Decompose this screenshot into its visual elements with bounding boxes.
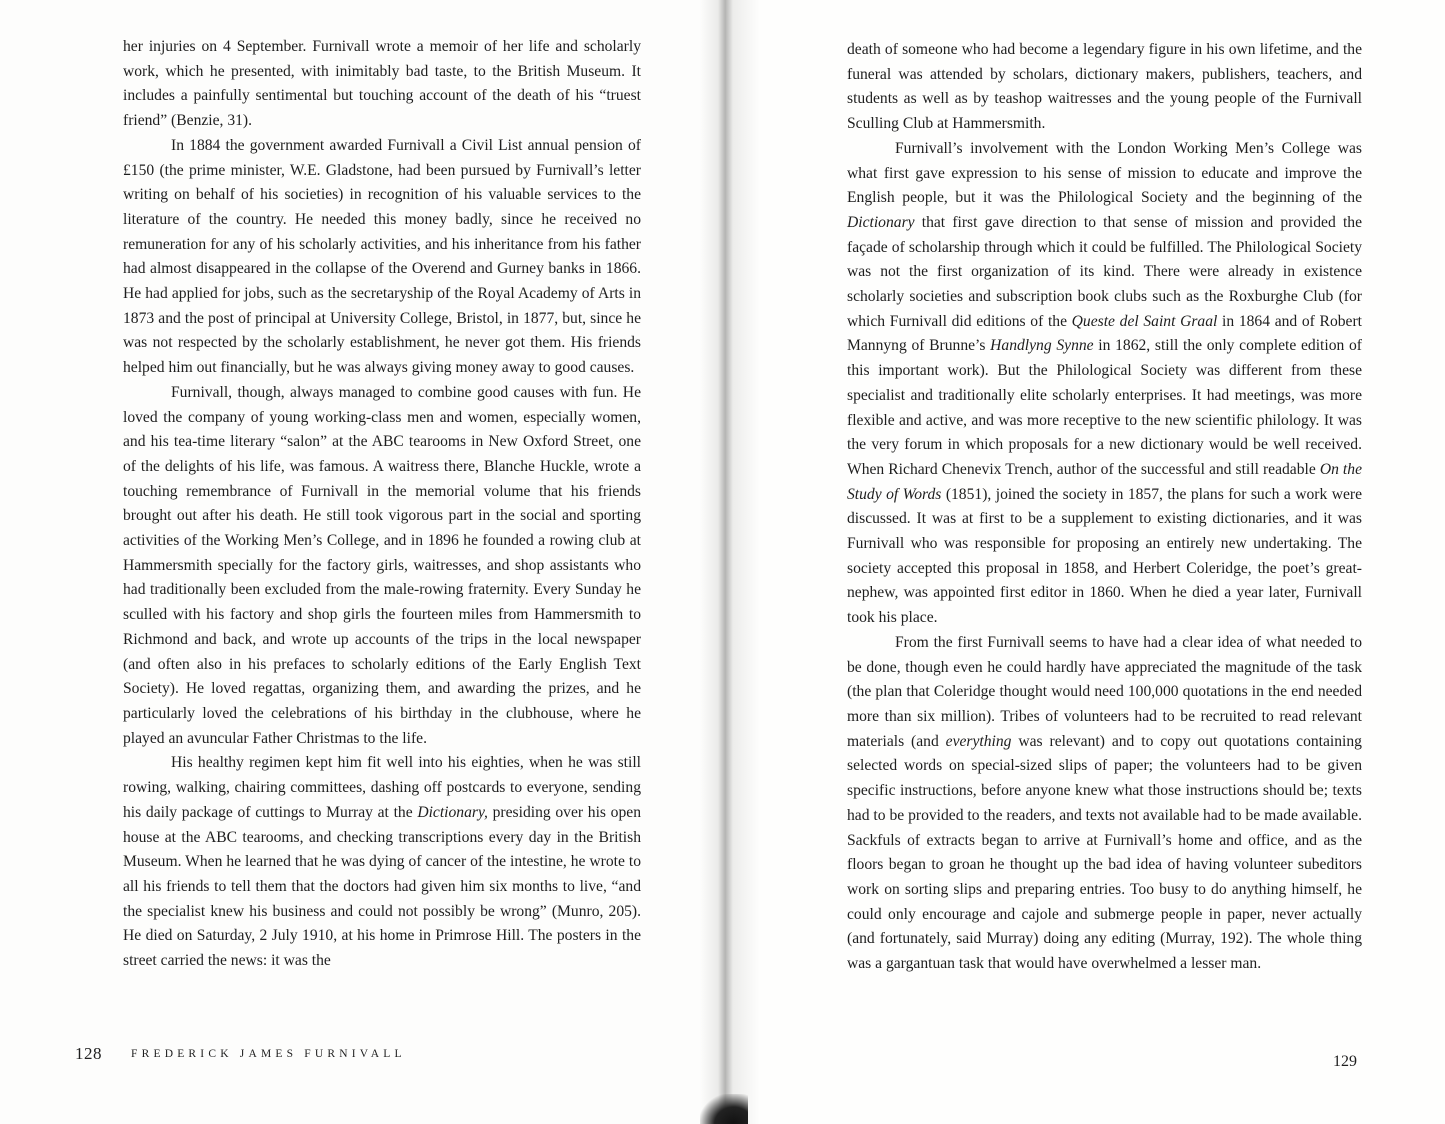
- italic-text-run: Dictionary: [847, 213, 915, 231]
- italic-text-run: Dictionary,: [417, 803, 488, 821]
- text-run: presiding over his open house at the ABC tearooms, and checking transcriptions every day in the British Museum. When he learned that he was dying of cancer of the intestine, he wrote to all his friends to tell them that the doctors had given him six months to live, “and the specialist knew his business and could not possibly be wrong” (Munro, 205). He died on Saturday, 2 July 1910, at his home in Primrose Hill. The posters in the street carried the news: it was the: [123, 803, 641, 970]
- gutter-dark-edge: [700, 1094, 748, 1124]
- text-run: was relevant) and to copy out quotations containing selected words on special-sized slips of paper; the volunteers had to be given specific instructions, before anyone knew what those instructions should be; texts had to be provided to the readers, and texts not available had to be made available. Sackfuls of extracts began to arrive at Furnivall’s home and office, and as the floors began to groan he thought up the bad idea of having volunteer subeditors work on sorting slips and preparing entries. Too busy to do anything himself, he could only encourage and cajole and submerge people in paper, never actually (and fortunately, said Murray) doing any editing (Murray, 192). The whole thing was a gargantuan task that would have overwhelmed a lesser man.: [847, 732, 1362, 973]
- text-run: in 1864 and of Robert Mannyng of Brunne’s: [847, 312, 1362, 355]
- paragraph: [123, 751, 641, 973]
- left-page-body: [123, 35, 641, 974]
- text-run: in 1862, still the only complete edition of this important work). But the Philological Society was different from these specialist and traditionally elite scholarly enterprises. It had meetings, was more flexible and active, and was more receptive to the new scientific philology. It was the very forum in which proposals for a new dictionary would be well received. When Richard Chenevix Trench, author of the successful and still readable: [847, 337, 1362, 478]
- paragraph: [123, 134, 641, 381]
- italic-text-run: everything: [945, 732, 1012, 750]
- right-page-body: [847, 38, 1362, 977]
- text-run: His healthy regimen kept him fit well into his eighties, when he was still rowing, walking, chairing committees, dashing off postcards to everyone, sending his daily package of cuttings to Murray at the: [123, 754, 641, 821]
- text-run: her injuries on 4 September. Furnivall wrote a memoir of her life and scholarly work, which he presented, with inimitably bad taste, to the British Museum. It includes a painfully sentimental but touching account of the death of his “truest friend” (Benzie, 31).: [123, 38, 641, 130]
- text-run: that first gave direction to that sense of mission and provided the façade of scholarship through which it could be fulfilled. The Philological Society was not the first organization of its kind. There were already in existence scholarly societies and subscription book clubs such as the Roxburghe Club (for which Furnivall did editions of the: [847, 213, 1362, 330]
- paragraph: [123, 381, 641, 752]
- italic-text-run: Queste del Saint Graal: [1071, 312, 1218, 330]
- book-gutter-shadow: [700, 0, 760, 1124]
- text-run: Furnivall’s involvement with the London Working Men’s College was what first gave expression to his sense of mission to educate and improve the English people, but it was the Philological Society and the beginning of the: [847, 139, 1362, 207]
- page-number-right: 129: [1333, 1053, 1357, 1070]
- text-run: death of someone who had become a legendary figure in his own lifetime, and the funeral was attended by scholars, dictionary makers, publishers, teachers, and students as well as by teashop waitresses and the young people of the Furnivall Sculling Club at Hammersmith.: [847, 41, 1362, 133]
- text-run: Furnivall, though, always managed to combine good causes with fun. He loved the company of young working-class men and women, especially women, and his tea-time literary “salon” at the ABC tearooms in New Oxford Street, one of the delights of his life, was famous. A waitress there, Blanche Huckle, wrote a touching remembrance of Furnivall in the memorial volume that his friends brought out after his death. He still took vigorous part in the social and sporting activities of the Working Men’s College, and in 1896 he founded a rowing club at Hammersmith specially for the factory girls, waitresses, and shop assistants who had traditionally been excluded from the male-rowing fraternity. Every Sunday he sculled with his factory and shop girls the fourteen miles from Hammersmith to Richmond and back, and wrote up accounts of the trips in the local newspaper (and often also in his prefaces to scholarly editions of the Early English Text Society). He loved regattas, organizing them, and awarding the prizes, and he particularly loved the celebrations of his birthday in the clubhouse, where he played an avuncular Father Christmas to the life.: [123, 383, 641, 747]
- text-run: From the first Furnivall seems to have had a clear idea of what needed to be done, though even he could hardly have appreciated the magnitude of the task (the plan that Coleridge thought would need 100,000 quotations in the end needed more than six million). Tribes of volunteers had to be recruited to read relevant materials (and: [847, 633, 1362, 750]
- left-page: [0, 0, 722, 1124]
- text-run: In 1884 the government awarded Furnivall a Civil List annual pension of £150 (the prime minister, W.E. Gladstone, had been pursued by Furnivall’s letter writing on behalf of his societies) in recognition of his valuable services to the literature of the country. He needed this money badly, since he received no remuneration for any of his scholarly activities, and his inheritance from his father had almost disappeared in the collapse of the Overend and Gurney banks in 1866. He had applied for jobs, such as the secretaryship of the Royal Academy of Arts in 1873 and the post of principal at University College, Bristol, in 1877, but, since he was not respected by the scholarly establishment, he never got them. His friends helped him out financially, but he was always giving money away to good causes.: [123, 136, 641, 377]
- paragraph: [123, 35, 641, 134]
- italic-text-run: Handlyng Synne: [990, 337, 1094, 355]
- paragraph: [847, 38, 1362, 137]
- running-head: FREDERICK JAMES FURNIVALL: [131, 1048, 406, 1060]
- page-number-left: 128: [75, 1044, 102, 1063]
- italic-text-run: On the Study of Words: [847, 460, 1362, 503]
- paragraph: [847, 631, 1362, 977]
- text-run: (1851), joined the society in 1857, the plans for such a work were discussed. It was at first to be a supplement to existing dictionaries, and it was Furnivall who was responsible for proposing an entirely new undertaking. The society accepted this proposal in 1858, and Herbert Coleridge, the poet’s great-nephew, was appointed first editor in 1860. When he died a year later, Furnivall took his place.: [847, 485, 1363, 627]
- paragraph: [847, 137, 1362, 631]
